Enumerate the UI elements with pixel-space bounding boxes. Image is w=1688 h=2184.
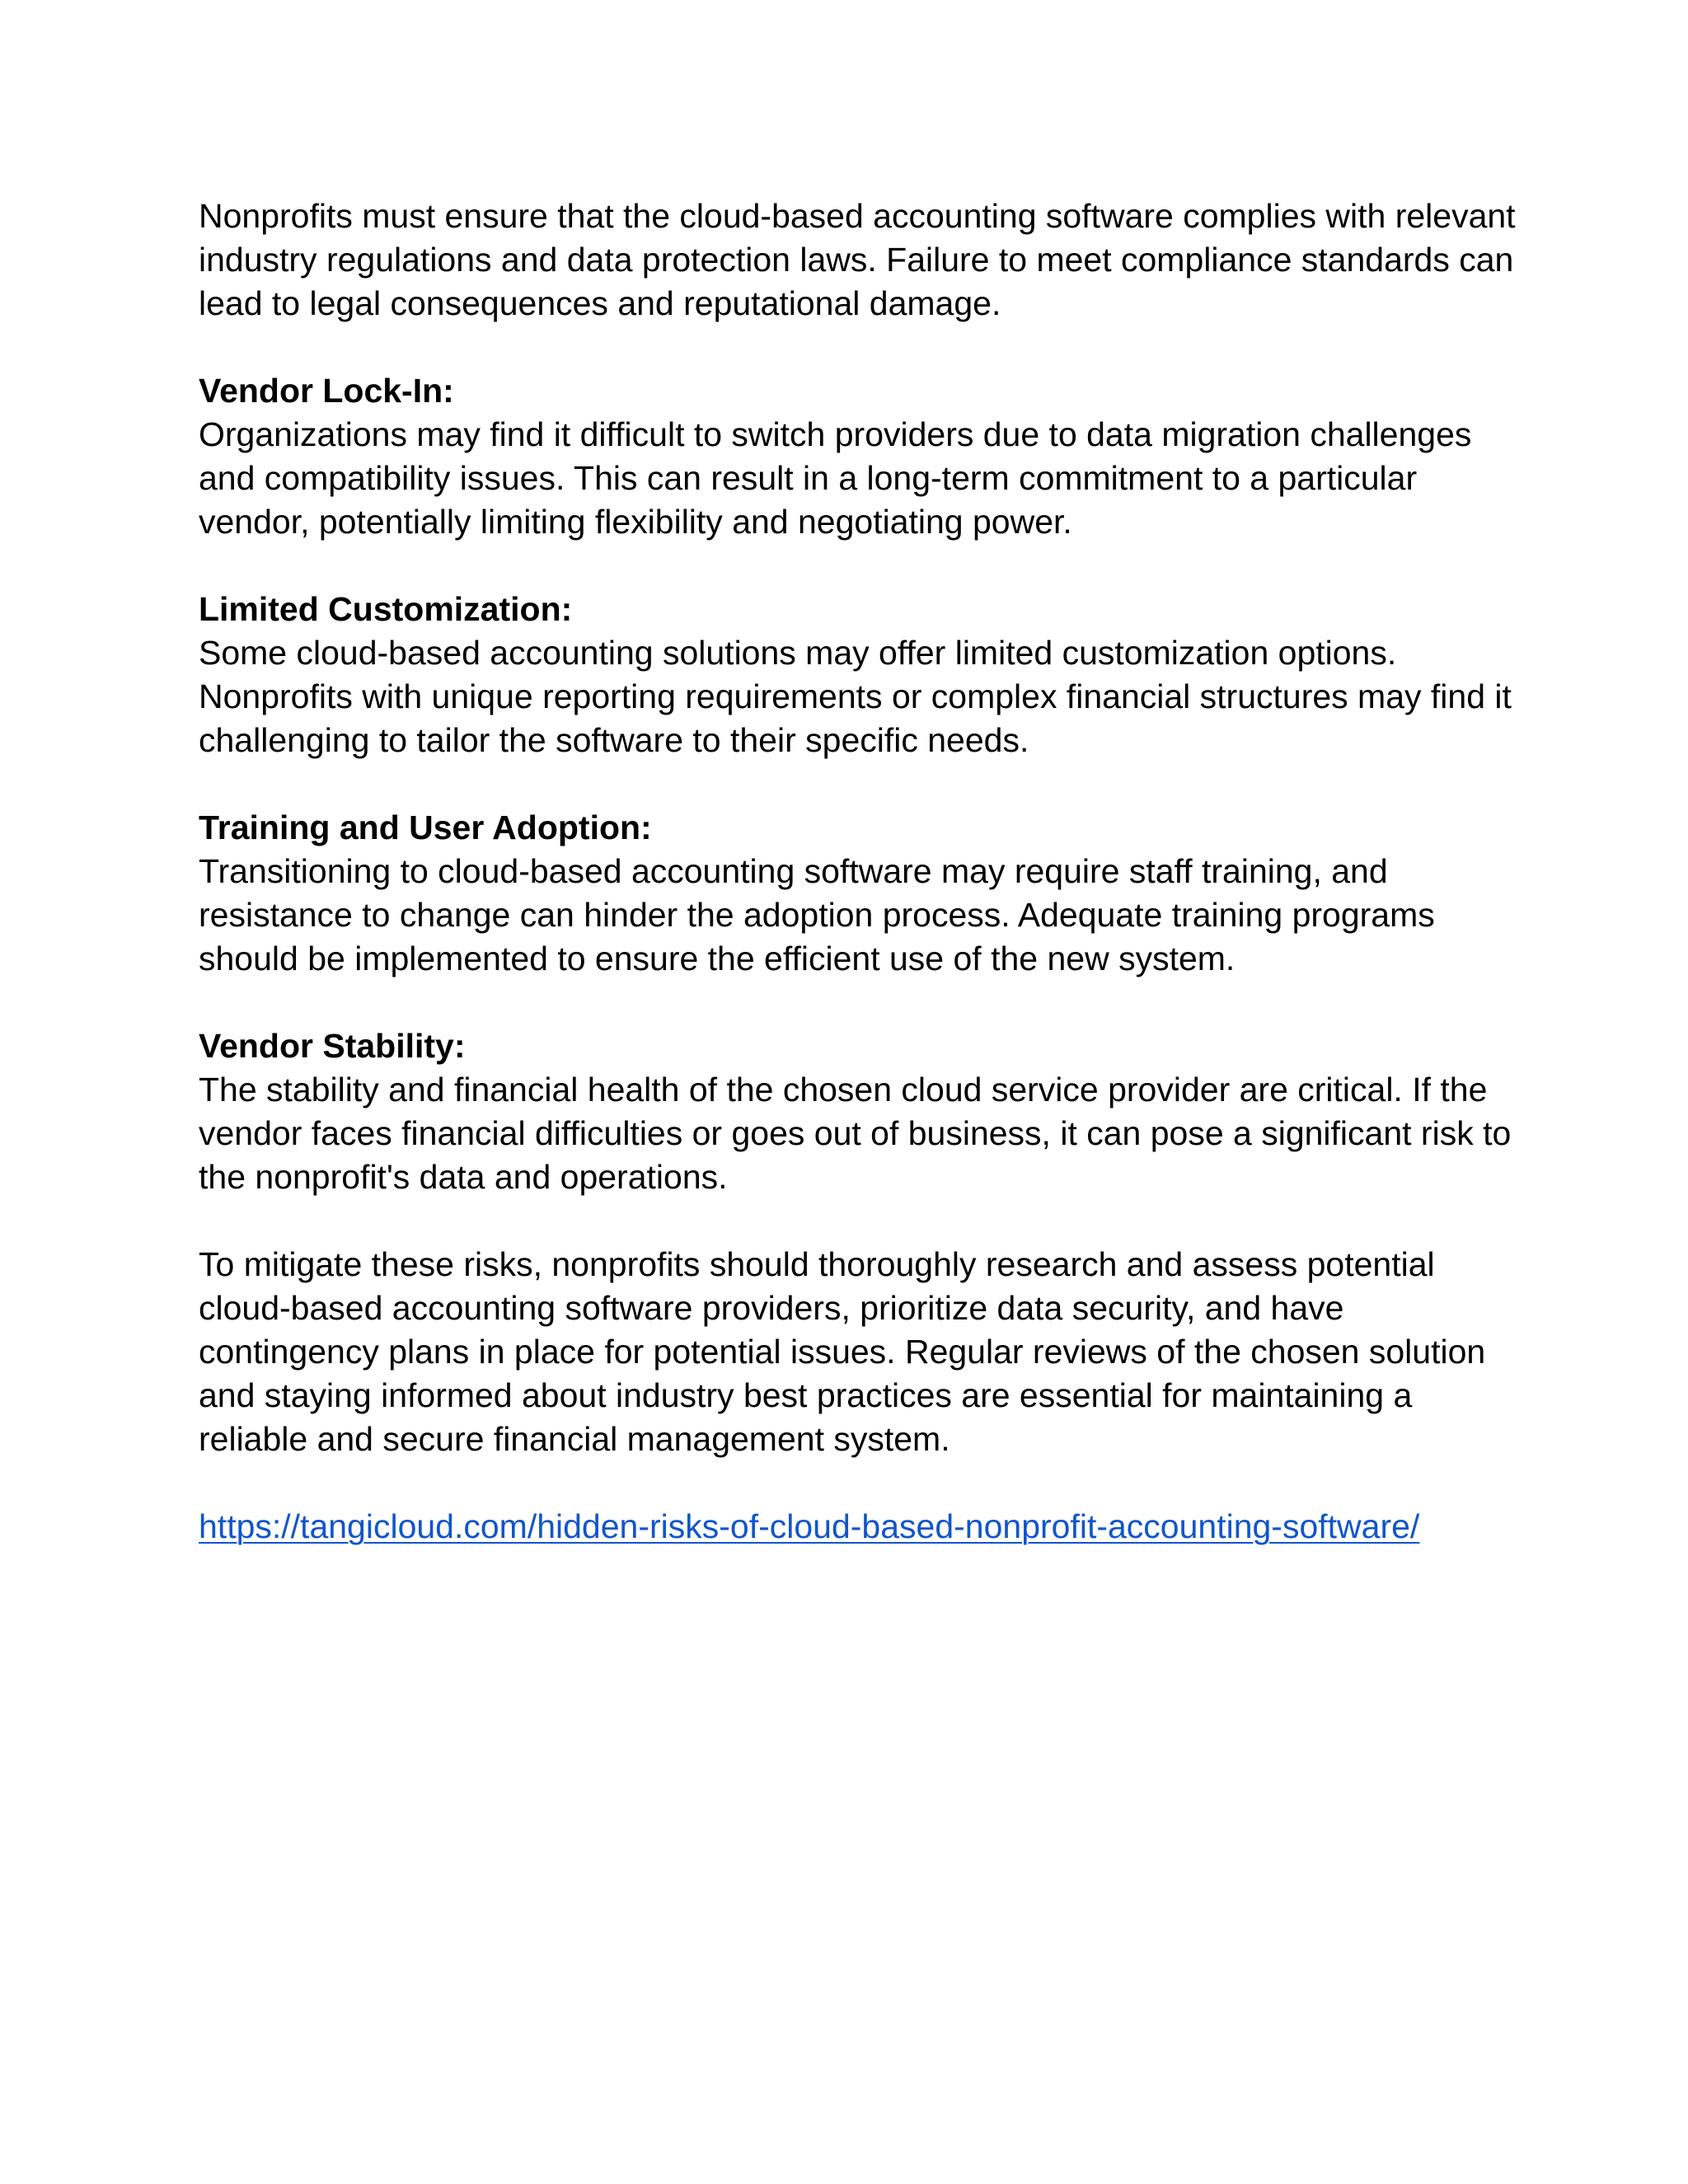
document-body <box>199 194 1517 1592</box>
source-link[interactable]: https://tangicloud.com/hidden-risks-of-cloud-based-nonprofit-accounting-software/ <box>199 1507 1420 1545</box>
text-line: reliable and secure financial management system. <box>199 1420 950 1458</box>
text-line: should be implemented to ensure the efficient use of the new system. <box>199 940 1236 977</box>
text-line: vendor faces financial difficulties or goes out of business, it can pose a significant risk to <box>199 1114 1512 1152</box>
text-line: contingency plans in place for potential issues. Regular reviews of the chosen solution <box>199 1333 1486 1371</box>
section-heading: Limited Customization: <box>199 590 573 628</box>
section-heading: Vendor Stability: <box>199 1027 466 1065</box>
section-limited-customization <box>199 588 1517 762</box>
text-line: lead to legal consequences and reputational damage. <box>199 284 1001 322</box>
section-vendor-stability <box>199 1024 1517 1199</box>
text-line: Transitioning to cloud-based accounting software may require staff training, and <box>199 852 1388 890</box>
section-vendor-lock-in <box>199 369 1517 544</box>
text-line: cloud-based accounting software providers, prioritize data security, and have <box>199 1289 1344 1327</box>
text-line: challenging to tailor the software to their specific needs. <box>199 721 1029 759</box>
section-heading: Vendor Lock-In: <box>199 372 454 410</box>
text-line: industry regulations and data protection laws. Failure to meet compliance standards can <box>199 241 1514 279</box>
text-line: Some cloud-based accounting solutions may offer limited customization options. <box>199 634 1397 672</box>
text-line: To mitigate these risks, nonprofits should thoroughly research and assess potential <box>199 1245 1435 1283</box>
source-paragraph <box>199 1505 1517 1549</box>
text-line: Nonprofits must ensure that the cloud-based accounting software complies with relevant <box>199 197 1516 235</box>
text-line: resistance to change can hinder the adoption process. Adequate training programs <box>199 896 1435 934</box>
conclusion-paragraph <box>199 1243 1517 1461</box>
section-training-user-adoption <box>199 806 1517 981</box>
text-line: The stability and financial health of the chosen cloud service provider are critical. If the <box>199 1071 1488 1108</box>
text-line: and compatibility issues. This can result in a long-term commitment to a particular <box>199 459 1418 497</box>
text-line: vendor, potentially limiting flexibility and negotiating power. <box>199 503 1072 541</box>
text-line: Organizations may find it difficult to switch providers due to data migration challenges <box>199 415 1472 453</box>
text-line: and staying informed about industry best practices are essential for maintaining a <box>199 1376 1413 1414</box>
text-line: the nonprofit's data and operations. <box>199 1158 728 1196</box>
section-heading: Training and User Adoption: <box>199 808 652 846</box>
intro-paragraph <box>199 194 1517 326</box>
text-line: Nonprofits with unique reporting requirements or complex financial structures may find it <box>199 677 1512 715</box>
